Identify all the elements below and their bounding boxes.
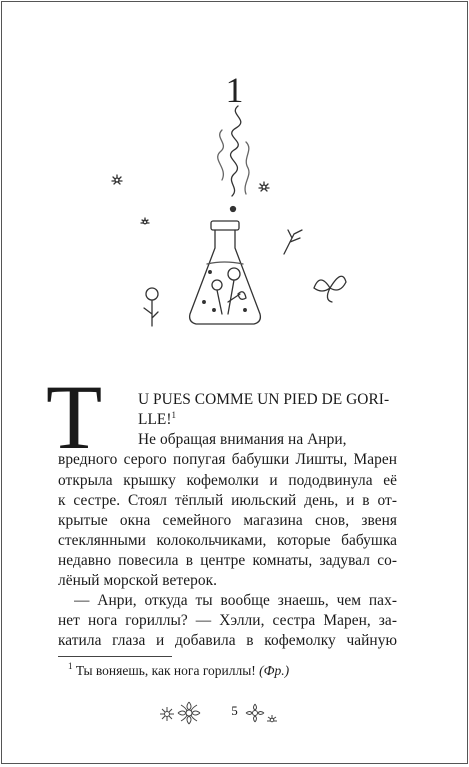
body-line-7: крытые окна семейного магазина снов, звеня <box>58 512 397 529</box>
body-line-5: открыла крышку кофемолки и пододвинула её <box>58 472 397 489</box>
body-line-12: нет нога гориллы? — Хэлли, сестра Марен, за- <box>58 612 397 629</box>
floral-ornament-icon <box>2 2 469 767</box>
body-line-6: к сестре. Стоял тёплый июльский день, и в от- <box>58 492 397 509</box>
body-line-8: стеклянными колокольчиками, которые бабушка <box>58 532 397 549</box>
page-number: 5 <box>231 703 238 718</box>
chapter-number: 1 <box>225 70 244 110</box>
footnote-source: (Фр.) <box>259 663 290 678</box>
footnote-marker: 1 <box>68 661 73 671</box>
book-page <box>1 1 468 764</box>
drop-cap: Т <box>46 366 103 468</box>
body-line-10: лёный морской ветерок. <box>58 572 217 589</box>
body-line-13: катила глаза и добавила в кофемолку чайную <box>58 632 397 649</box>
body-line-11: — Анри, откуда ты вообще знаешь, чем пах- <box>74 592 397 609</box>
body-line-3: Не обращая внимания на Анри, <box>138 431 347 448</box>
footnote-text: Ты воняешь, как нога гориллы! <box>75 663 260 678</box>
footnote-ref: 1 <box>171 410 177 420</box>
body-line-2: LLE!$^1$ <box>138 410 177 428</box>
body-line-9: недавно повесила в центре комнаты, задувал со- <box>58 552 397 569</box>
body-line-1: U PUES COMME UN PIED DE GORI- <box>138 391 390 408</box>
body-line-4: вредного серого попугая бабушки Лишты, Марен <box>58 451 397 468</box>
